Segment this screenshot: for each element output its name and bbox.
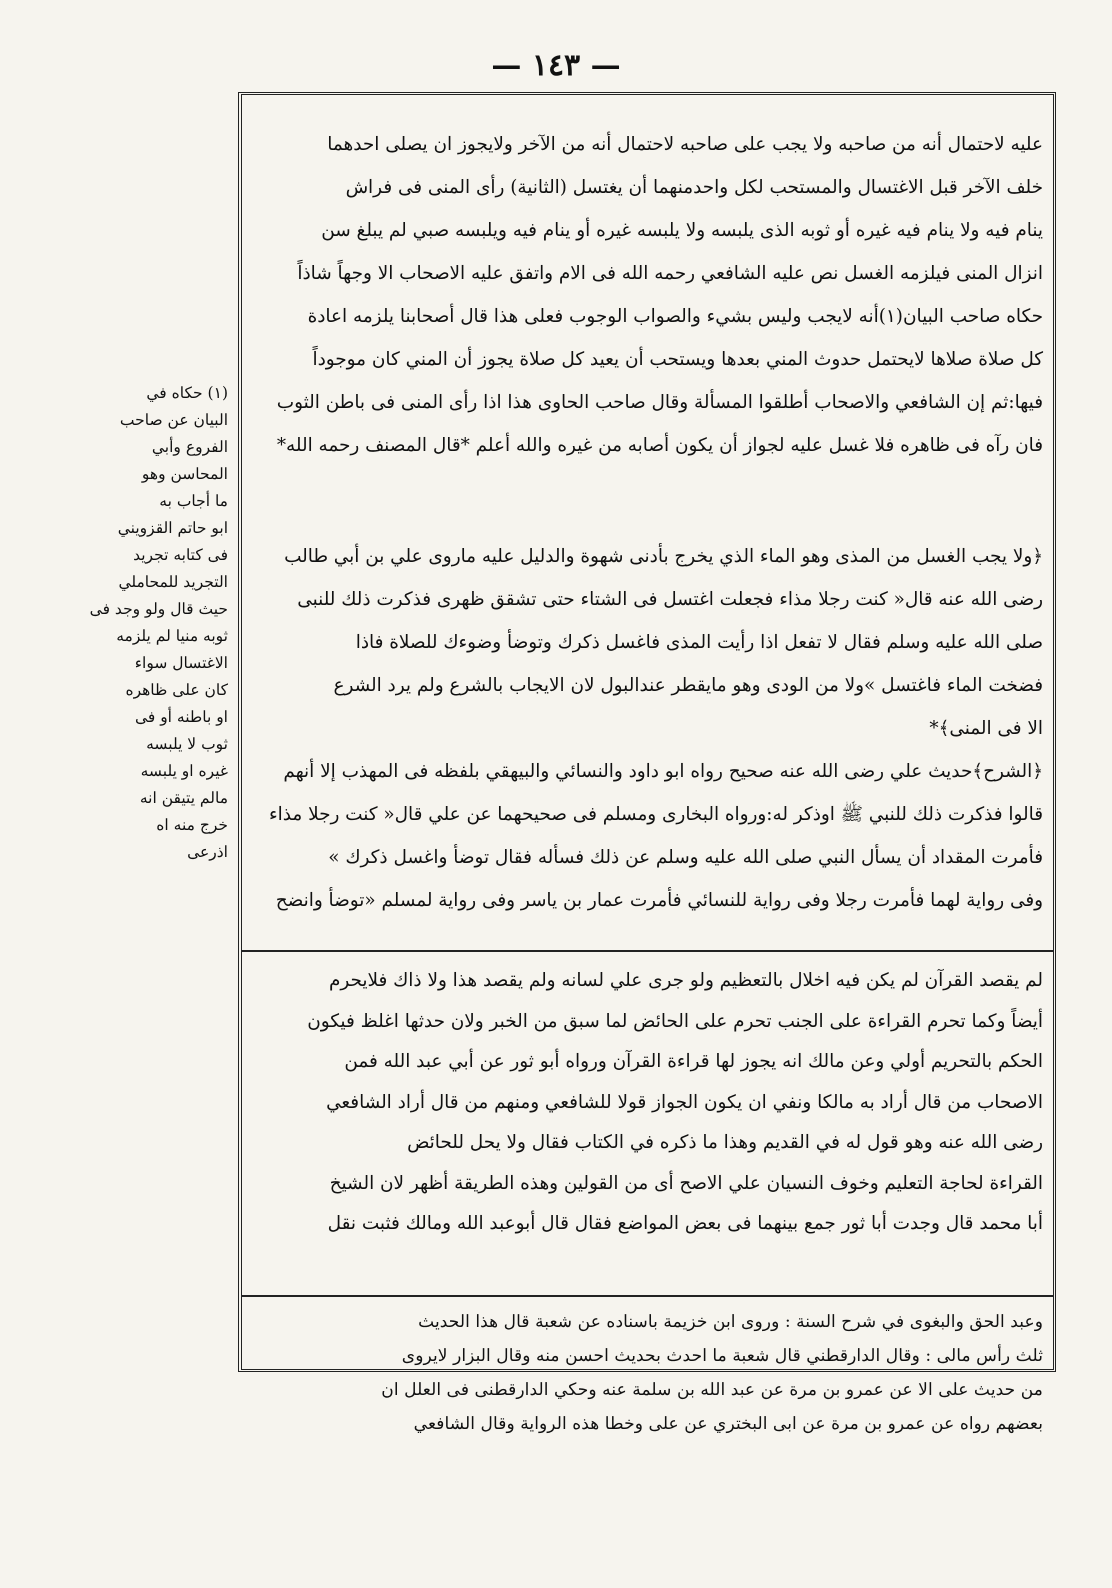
text-line: ﴿الشرح﴾حديث علي رضى الله عنه صحيح رواه ابو داود والنسائي والبيهقي بلفظه فى المهذب إلا أنهم — [283, 761, 1043, 782]
margin-note-line: الاغتسال سواء — [134, 654, 228, 672]
text-line: وعبد الحق والبغوى في شرح السنة : وروى ابن خزيمة باسناده عن شعبة قال هذا الحديث — [418, 1312, 1043, 1332]
text-line: أيضاً وكما تحرم القراءة على الجنب تحرم على الحائض لما سبق من الخبر ولان حدثها اغلظ فيكون — [307, 1010, 1043, 1032]
margin-note-line: ما أجاب به — [159, 492, 228, 510]
middle-section — [252, 961, 1043, 1245]
section-divider — [242, 950, 1053, 952]
text-line: خلف الآخر قبل الاغتسال والمستحب لكل واحدمنهما أن يغتسل (الثانية) رأى المنى فى فراش — [345, 177, 1043, 198]
margin-note-line: خرج منه اه — [156, 816, 228, 834]
text-line: حكاه صاحب البيان(١)أنه لايجب وليس بشيء والصواب الوجوب فعلى هذا قال أصحابنا يلزمه اعادة — [307, 306, 1043, 327]
text-line: فان رآه فى ظاهره فلا غسل عليه لجواز أن يكون أصابه من غيره والله أعلم *قال المصنف رحمه الله* — [276, 435, 1043, 456]
text-line: رضى الله عنه قال« كنت رجلا مذاء فجعلت اغتسل فى الشتاء حتى تشقق ظهرى فذكرت ذلك للنبى — [297, 589, 1043, 610]
margin-note-line: حيث قال ولو وجد فى — [89, 600, 228, 618]
text-line: رضى الله عنه وهو قول له في القديم وهذا ما ذكره في الكتاب فقال ولا يحل للحائض — [407, 1132, 1043, 1153]
margin-note-line: البيان عن صاحب — [119, 411, 228, 429]
text-line: لم يقصد القرآن لم يكن فيه اخلال بالتعظيم ولو جرى علي لسانه ولم يقصد هذا ولا ذاك فلايحرم — [329, 970, 1043, 991]
text-line: فضخت الماء فاغتسل »ولا من الودى وهو مايقطر عندالبول لان الايجاب بالشرع ولم يرد الشرع — [333, 675, 1043, 696]
text-line: ينام فيه ولا ينام فيه غيره أو ثوبه الذى يلبسه ولا يلبسه غيره أو ينام فيه ويلبسه صبي لم يبلغ سن — [321, 220, 1043, 241]
text-line: فأمرت المقداد أن يسأل النبي صلى الله عليه وسلم عن ذلك فسأله فقال توضأ واغسل ذكرك » — [328, 847, 1043, 868]
section-divider — [242, 1295, 1053, 1297]
margin-note-line: ثوبه منيا لم يلزمه — [116, 627, 228, 645]
text-line: وفى رواية لهما فأمرت رجلا وفى رواية للنسائي فأمرت عمار بن ياسر وفى رواية لمسلم «توضأ وانضح — [275, 890, 1043, 911]
text-line: أبا محمد قال وجدت أبا ثور جمع بينهما فى بعض المواضع فقال قال أبوعبد الله ومالك فثبت نقل — [327, 1213, 1043, 1234]
text-line: انزال المنى فيلزمه الغسل نص عليه الشافعي رحمه الله فى الام واتفق عليه الاصحاب الا وجهاً شاذاً — [297, 263, 1043, 284]
text-line: ثلث رأس مالى : وقال الدارقطني قال شعبة ما احدث بحديث احسن منه وقال البزار لايروى — [401, 1346, 1043, 1366]
margin-note-line: كان على ظاهره — [125, 681, 228, 699]
margin-note-line: اذرعى — [187, 843, 228, 861]
margin-note-line: غيره او يلبسه — [140, 762, 228, 780]
text-line: من حديث على الا عن عمرو بن مرة عن عبد الله بن سلمة عنه وحكي الدارقطنى فى العلل ان — [381, 1380, 1043, 1400]
bottom-section — [252, 1305, 1043, 1441]
text-line: كل صلاة صلاها لايحتمل حدوث المني بعدها ويستحب أن يعيد كل صلاة يجوز أن المني كان موجوداً — [312, 349, 1043, 370]
text-line: ﴿ولا يجب الغسل من المذى وهو الماء الذي يخرج بأدنى شهوة والدليل عليه ماروى علي بن أبي طالب — [284, 546, 1043, 567]
text-line: الحكم بالتحريم أولي وعن مالك انه يجوز لها قراءة القرآن ورواه أبو ثور عن أبي عبد الله فمن — [344, 1051, 1043, 1072]
margin-note-line: الفروع وأبي — [151, 438, 228, 456]
margin-note-line: ابو حاتم القزويني — [117, 519, 228, 537]
text-line: بعضهم رواه عن عمرو بن مرة عن ابى البختري عن على وخطا هذه الرواية وقال الشافعي — [413, 1414, 1043, 1434]
main-text-frame — [238, 92, 1056, 1434]
text-line: القراءة لحاجة التعليم وخوف النسيان علي الاصح أى من القولين وهذه الطريقة أظهر لان الشيخ — [329, 1172, 1043, 1194]
text-line: فيها:ثم إن الشافعي والاصحاب أطلقوا المسألة وقال صاحب الحاوى هذا اذا رأى المنى فى باطن الثوب — [276, 392, 1043, 413]
text-line: صلى الله عليه وسلم فقال لا تفعل اذا رأيت المذى فاغسل ذكرك وتوضأ وضوءك للصلاة فاذا — [355, 632, 1043, 653]
text-line: عليه لاحتمال أنه من صاحبه ولا يجب على صاحبه لاحتمال أنه من الآخر ولايجوز ان يصلى احدهما — [327, 134, 1043, 155]
margin-note-line: فى كتابه تجريد — [133, 546, 228, 564]
text-line: الا فى المنى﴾* — [929, 718, 1043, 739]
matn-and-sharh — [252, 535, 1043, 922]
page-number: — ١٤٣ — — [491, 48, 621, 83]
margin-note-line: او باطنه أو فى — [134, 708, 228, 726]
margin-note-line: مالم يتيقن انه — [139, 789, 228, 807]
text-line: الاصحاب من قال أراد به مالكا ونفي ان يكون الجواز قولا للشافعي ومنهم من قال أراد الشافعي — [326, 1091, 1043, 1113]
margin-note-line: التجريد للمحاملي — [118, 573, 228, 591]
margin-note-line: المحاسن وهو — [141, 465, 228, 483]
margin-footnote — [89, 380, 228, 866]
margin-note-line: (١) حكاه في — [146, 384, 228, 402]
margin-note-line: ثوب لا يلبسه — [146, 735, 228, 753]
text-line: قالوا فذكرت ذلك للنبي ﷺ اوذكر له:ورواه البخارى ومسلم فى صحيحهما عن علي قال« كنت رجلا مذاء — [269, 804, 1043, 825]
commentary-top — [252, 123, 1043, 467]
